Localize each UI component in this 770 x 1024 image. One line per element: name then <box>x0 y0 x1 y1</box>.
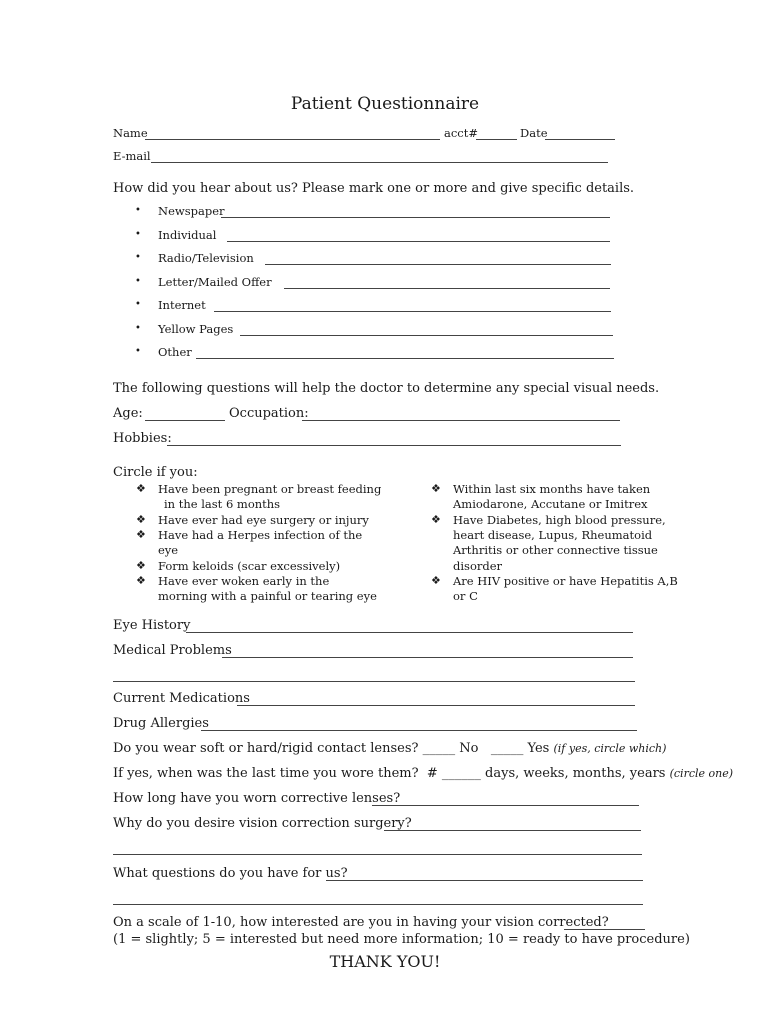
referral-option-label: Letter/Mailed Offer <box>158 274 272 289</box>
referral-option-field[interactable] <box>227 241 610 242</box>
visual-needs-intro: The following questions will help the doctor to determine any special visual needs. <box>113 381 660 396</box>
contacts-yes-label: Yes <box>527 741 550 756</box>
circle-item-line[interactable]: Form keloids (scar excessively) <box>158 558 341 573</box>
contacts-row <box>113 741 666 756</box>
questions-field[interactable] <box>326 880 643 881</box>
circle-item-line[interactable]: Are HIV positive or have Hepatitis A,B <box>453 573 678 588</box>
diamond-bullet-icon: ❖ <box>136 527 146 541</box>
bullet-icon: • <box>135 252 141 263</box>
scale-field[interactable] <box>564 929 645 930</box>
eye-history-field[interactable] <box>186 632 633 633</box>
circle-item-line[interactable]: Within last six months have taken <box>453 482 651 496</box>
circle-item-line[interactable]: eye <box>158 543 179 558</box>
acct-label: acct# <box>444 126 478 140</box>
referral-option-label: Other <box>158 345 192 359</box>
circle-item-line[interactable]: in the last 6 months <box>164 497 281 512</box>
page-title: Patient Questionnaire <box>290 94 480 114</box>
name-field[interactable] <box>145 139 440 140</box>
diamond-bullet-icon: ❖ <box>136 573 146 587</box>
circle-item-line[interactable]: Amiodarone, Accutane or Imitrex <box>453 497 648 512</box>
contacts-no-label: No <box>459 741 479 756</box>
age-label: Age: <box>113 406 143 421</box>
name-label: Name <box>113 126 148 140</box>
questions-field-2[interactable] <box>113 904 643 905</box>
last-time-blank[interactable]: ______ <box>441 766 481 781</box>
diamond-bullet-icon: ❖ <box>431 482 441 495</box>
how-long-label: How long have you worn corrective lenses? <box>113 791 401 806</box>
drug-allergies-field[interactable] <box>201 730 637 731</box>
acct-field[interactable] <box>476 139 517 140</box>
bullet-icon: • <box>135 322 141 334</box>
questions-label: What questions do you have for us? <box>113 866 348 881</box>
diamond-bullet-icon: ❖ <box>136 482 146 495</box>
referral-option-field[interactable] <box>240 335 613 336</box>
circle-item-line[interactable]: morning with a painful or tearing eye <box>158 589 377 604</box>
contacts-yes-note: (if yes, circle which) <box>553 742 667 755</box>
contacts-question: Do you wear soft or hard/rigid contact lenses? <box>113 741 419 756</box>
last-time-question: If yes, when was the last time you wore them? <box>113 766 419 781</box>
referral-option-label: Yellow Pages <box>158 321 234 336</box>
email-label: E-mail <box>113 149 151 163</box>
referral-option-label: Newspaper <box>158 204 225 218</box>
circle-item-line[interactable]: Have ever had eye surgery or injury <box>158 512 369 527</box>
eye-history-label: Eye History <box>113 618 191 633</box>
age-field[interactable] <box>145 420 225 421</box>
referral-option-field[interactable] <box>196 358 615 359</box>
why-field-2[interactable] <box>113 854 642 855</box>
date-label: Date <box>520 126 548 140</box>
why-label: Why do you desire vision correction surgery? <box>113 816 412 831</box>
bullet-icon: • <box>135 275 141 287</box>
occupation-label: Occupation: <box>229 406 309 421</box>
hobbies-field[interactable] <box>167 445 621 446</box>
referral-option-field[interactable] <box>265 264 611 265</box>
last-time-units: days, weeks, months, years <box>485 766 666 781</box>
medical-problems-field[interactable] <box>222 657 633 658</box>
current-medications-field[interactable] <box>237 705 635 706</box>
diamond-bullet-icon: ❖ <box>136 512 146 526</box>
circle-item-line[interactable]: disorder <box>453 558 503 573</box>
circle-item-line[interactable]: Arthritis or other connective tissue <box>453 543 658 558</box>
referral-option-field[interactable] <box>284 288 610 289</box>
scale-question: On a scale of 1-10, how interested are you in having your vision corrected? <box>113 915 609 930</box>
diamond-bullet-icon: ❖ <box>431 573 441 587</box>
referral-question: How did you hear about us? Please mark one or more and give specific details. <box>113 181 635 196</box>
last-time-hash: # <box>426 766 438 781</box>
referral-option-label: Internet <box>158 298 206 312</box>
drug-allergies-label: Drug Allergies <box>113 716 209 731</box>
email-field[interactable] <box>151 162 608 163</box>
medical-problems-label: Medical Problems <box>113 643 232 658</box>
circle-item-line[interactable]: Have had a Herpes infection of the <box>158 527 363 542</box>
referral-option-field[interactable] <box>221 217 610 218</box>
last-time-row <box>113 766 733 781</box>
how-long-field[interactable] <box>372 805 639 806</box>
referral-option-label: Radio/Television <box>158 251 254 265</box>
bullet-icon: • <box>135 205 141 216</box>
why-field[interactable] <box>384 830 641 831</box>
last-time-units-note: (circle one) <box>669 767 734 780</box>
circle-item-line[interactable]: heart disease, Lupus, Rheumatoid <box>453 527 653 542</box>
bullet-icon: • <box>135 299 141 310</box>
diamond-bullet-icon: ❖ <box>136 558 146 572</box>
circle-item-line[interactable]: Have been pregnant or breast feeding <box>158 482 382 496</box>
scale-legend: (1 = slightly; 5 = interested but need more information; 10 = ready to have procedure) <box>113 932 690 947</box>
current-medications-label: Current Medications <box>113 691 250 706</box>
hobbies-label: Hobbies: <box>113 431 172 446</box>
circle-item-line[interactable]: Have Diabetes, high blood pressure, <box>453 512 666 527</box>
referral-option-label: Individual <box>158 227 217 242</box>
circle-heading: Circle if you: <box>113 465 198 480</box>
circle-item-line[interactable]: Have ever woken early in the <box>158 573 330 588</box>
contacts-yes-blank[interactable]: _____ <box>490 741 524 756</box>
medical-problems-field-2[interactable] <box>113 681 635 682</box>
date-field[interactable] <box>545 139 615 140</box>
diamond-bullet-icon: ❖ <box>431 512 441 526</box>
bullet-icon: • <box>135 346 141 357</box>
referral-option-field[interactable] <box>214 311 611 312</box>
contacts-no-blank[interactable]: _____ <box>422 741 456 756</box>
occupation-field[interactable] <box>302 420 620 421</box>
bullet-icon: • <box>135 228 141 240</box>
circle-item-line[interactable]: or C <box>453 589 478 604</box>
thank-you: THANK YOU! <box>329 952 441 971</box>
